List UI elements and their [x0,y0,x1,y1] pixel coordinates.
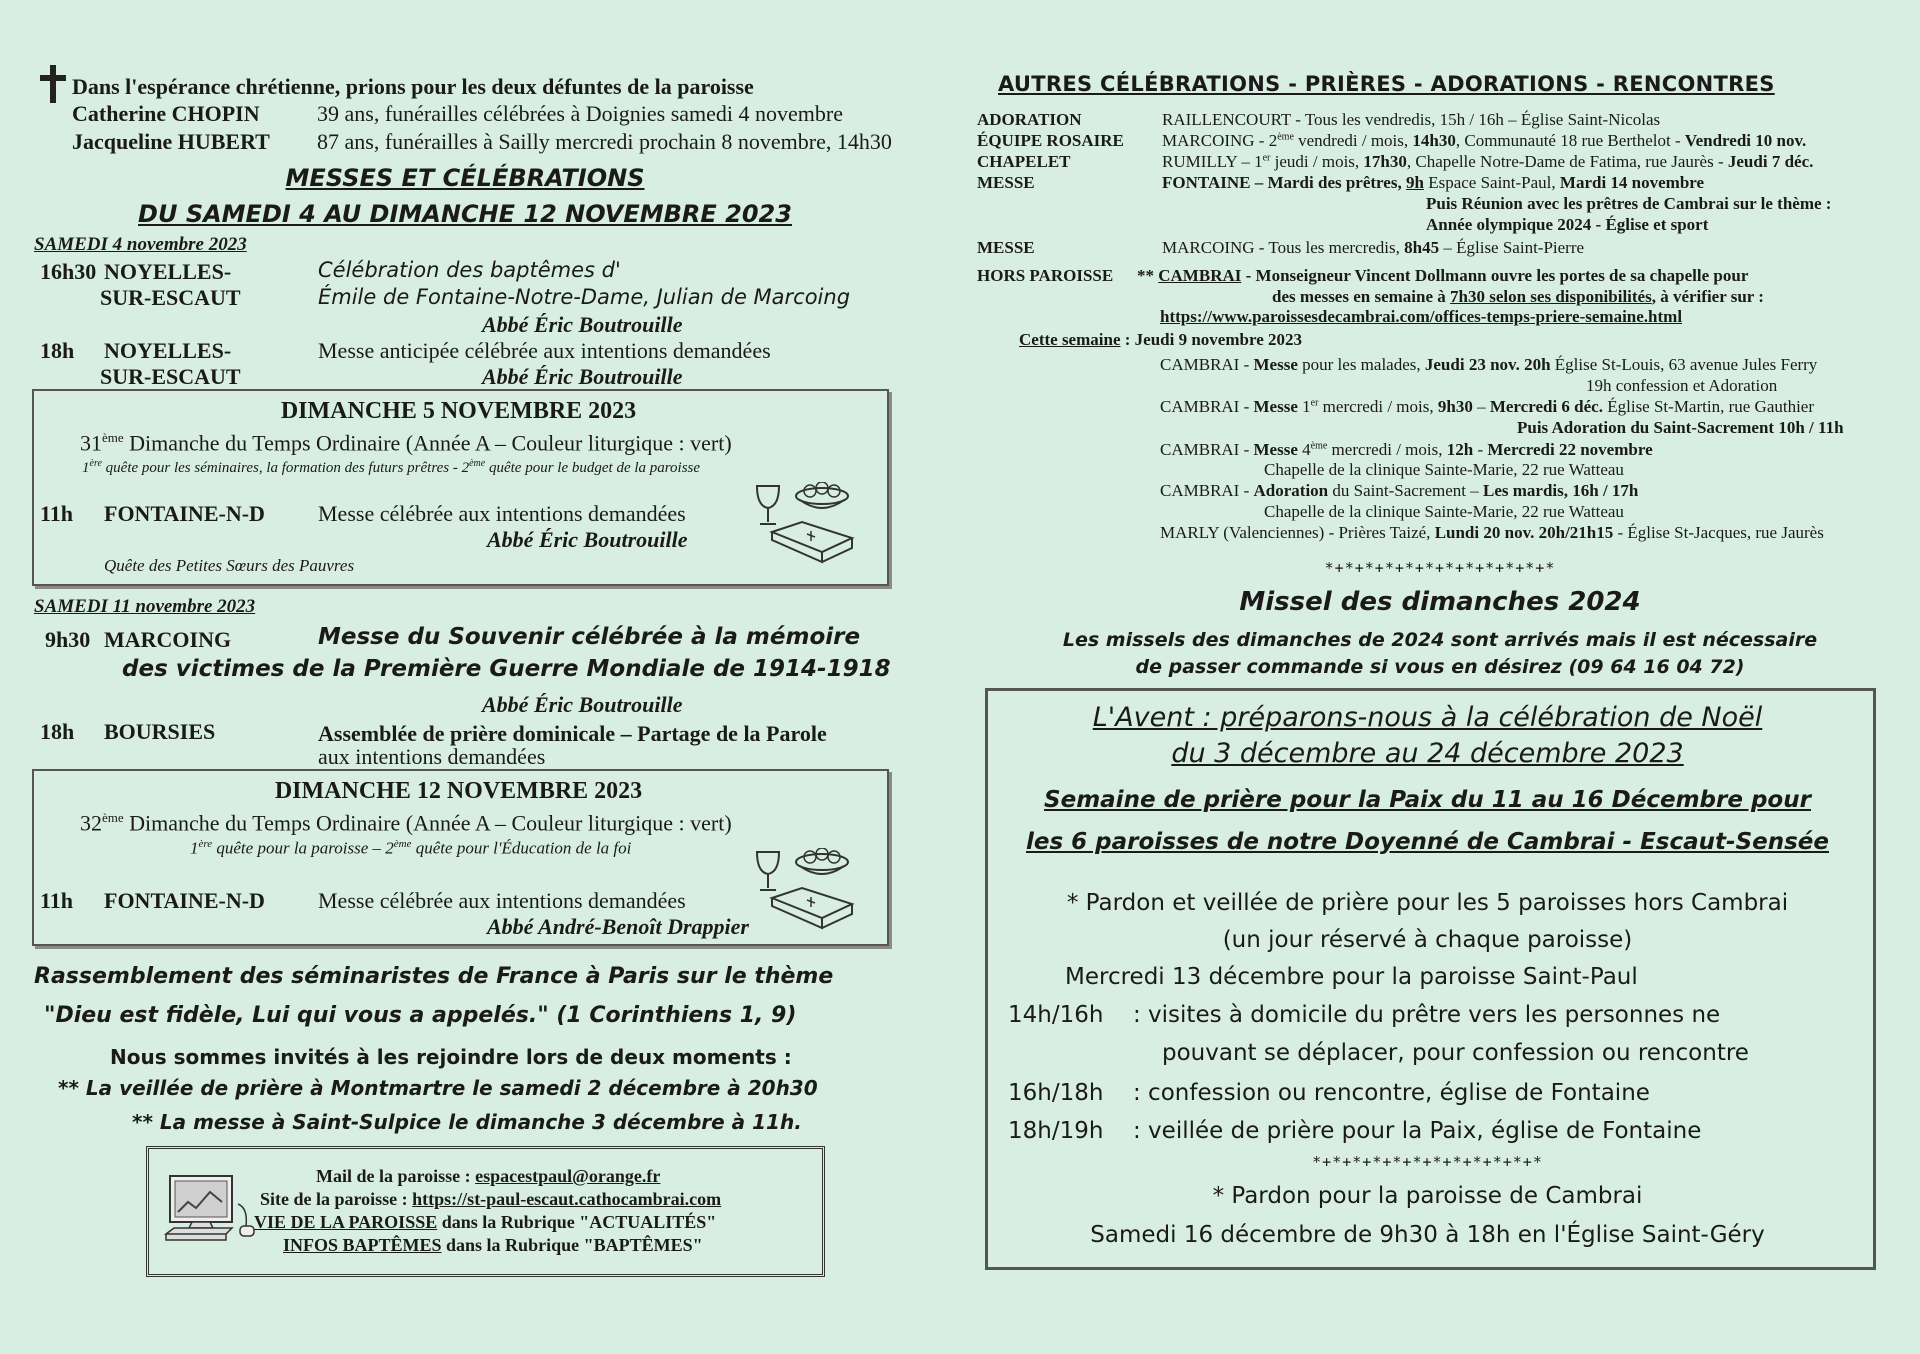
chapelet-text: RUMILLY – 1er jeudi / mois, 17h30, Chapelle Notre-Dame de Fatima, rue Jaurès - Jeudi 7 déc. [1162,152,1814,171]
sun12-ordinary: 32ème Dimanche du Temps Ordinaire (Année A – Couleur liturgique : vert) [80,810,732,836]
avent-s1-time: 14h/16h [1008,1002,1104,1028]
sat4-e2-priest: Abbé Éric Boutrouille [482,364,683,389]
chapelet-label: CHAPELET [977,152,1071,171]
seminar-line1: Rassemblement des séminaristes de France à Paris sur le thème [34,964,834,989]
sat11-e2-time: 18h [40,719,75,744]
sat4-e1-line2: Émile de Fontaine-Notre-Dame, Julian de Marcoing [318,285,851,309]
avent-c1: * Pardon pour la paroisse de Cambrai [1212,1183,1643,1209]
site-link[interactable]: https://st-paul-escaut.cathocambrai.com [412,1189,722,1209]
contact-site: Site de la paroisse : https://st-paul-escaut.cathocambrai.com [260,1189,722,1209]
messe-text: FONTAINE – Mardi des prêtres, 9h Espace Saint-Paul, Mardi 14 novembre [1162,173,1705,192]
masses-subtitle: DU SAMEDI 4 AU DIMANCHE 12 NOVEMBRE 2023 [138,200,792,228]
avent-s2-text: : confession ou rencontre, église de Fontaine [1133,1080,1650,1106]
hors-text: ** CAMBRAI - Monseigneur Vincent Dollmann ouvre les portes de sa chapelle pour [1137,266,1749,285]
hors-line2: des messes en semaine à 7h30 selon ses disponibilités, à vérifier sur : [1272,287,1764,306]
sat4-e2-place1: NOYELLES- [104,338,232,363]
obituary-name-2: Jacqueline HUBERT [72,129,270,154]
sat11-e1-priest: Abbé Éric Boutrouille [482,692,683,717]
adoration-label: ADORATION [977,110,1082,129]
obituary-text-1: 39 ans, funérailles célébrées à Doignies samedi 4 novembre [317,101,843,126]
sat11-e2-place: BOURSIES [104,719,216,744]
sat11-e1-time: 9h30 [45,627,91,652]
messe-line3: Année olympique 2024 - Église et sport [1426,215,1709,234]
sun5-priest: Abbé Éric Boutrouille [487,527,688,552]
avent-week1: Semaine de prière pour la Paix du 11 au 16 Décembre pour [1044,787,1811,813]
week-item-2-line2: Puis Adoration du Saint-Sacrement 10h / 11h [1517,418,1844,437]
avent-c2: Samedi 16 décembre de 9h30 à 18h en l'Église Saint-Géry [1090,1222,1765,1248]
sun5-extra: Quête des Petites Sœurs des Pauvres [104,556,355,575]
sun5-quete: 1ère quête pour les séminaires, la formation des futurs prêtres - 2ème quête pour le budget de la paroisse [82,458,701,476]
avent-week2: les 6 paroisses de notre Doyenné de Cambrai - Escaut-Sensée [1025,829,1829,855]
week-label: Cette semaine : Jeudi 9 novembre 2023 [1019,330,1302,349]
avent-s1-text2: pouvant se déplacer, pour confession ou rencontre [1162,1040,1749,1066]
sat4-e1-priest: Abbé Éric Boutrouille [482,312,683,337]
avent-p3: Mercredi 13 décembre pour la paroisse Saint-Paul [1065,964,1638,990]
avent-s1-text: : visites à domicile du prêtre vers les personnes ne [1133,1002,1721,1028]
week-item-3: CAMBRAI - Messe 4ème mercredi / mois, 12h - Mercredi 22 novembre [1160,440,1653,459]
sat11-e2-line1: Assemblée de prière dominicale – Partage de la Parole [318,721,827,746]
avent-p1: * Pardon et veillée de prière pour les 5 paroisses hors Cambrai [1066,890,1789,916]
sun12-priest: Abbé André-Benoît Drappier [487,914,749,939]
sat11-date: SAMEDI 11 novembre 2023 [34,596,256,617]
sat4-e1-line1: Célébration des baptêmes d' [318,258,621,282]
sat4-e2-time: 18h [40,338,75,363]
sat4-e1-place2: SUR-ESCAUT [100,285,241,310]
week-item-2: CAMBRAI - Messe 1er mercredi / mois, 9h30 – Mercredi 6 déc. Église St-Martin, rue Gauthier [1160,397,1815,416]
avent-p2: (un jour réservé à chaque paroisse) [1222,927,1633,953]
avent-title1: L'Avent : préparons-nous à la célébration de Noël [1092,702,1763,733]
chalice-bible-icon [752,482,857,566]
other-title: AUTRES CÉLÉBRATIONS - PRIÈRES - ADORATIONS - RENCONTRES [998,72,1775,96]
sat11-e2-line2: aux intentions demandées [318,744,546,769]
week-item-3-line2: Chapelle de la clinique Sainte-Marie, 22 rue Watteau [1264,460,1624,479]
masses-title: MESSES ET CÉLÉBRATIONS [285,164,645,192]
obituary-name-1: Catherine CHOPIN [72,101,260,126]
sat11-e1-line2: des victimes de la Première Guerre Mondiale de 1914-1918 [122,656,891,682]
messe-label: MESSE [977,173,1035,192]
stars-divider: *+*+*+*+*+*+*+*+*+*+*+* [1324,559,1556,577]
sun5-time: 11h [40,501,74,526]
messe2-text: MARCOING - Tous les mercredis, 8h45 – Église Saint-Pierre [1162,238,1585,257]
sun5-text: Messe célébrée aux intentions demandées [318,501,686,526]
week-item-1: CAMBRAI - Messe pour les malades, Jeudi 23 nov. 20h Église St-Louis, 63 avenue Jules Ferry [1160,355,1818,374]
rosaire-text: MARCOING - 2ème vendredi / mois, 14h30, Communauté 18 rue Berthelot - Vendredi 10 nov. [1162,131,1807,150]
sun5-ordinary: 31ème Dimanche du Temps Ordinaire (Année A – Couleur liturgique : vert) [80,430,732,456]
hors-label: HORS PAROISSE [977,266,1114,285]
rosaire-label: ÉQUIPE ROSAIRE [977,131,1124,150]
avent-title2: du 3 décembre au 24 décembre 2023 [1171,738,1684,769]
obituary-intro: Dans l'espérance chrétienne, prions pour les deux défuntes de la paroisse [72,74,754,99]
contact-infos: INFOS BAPTÊMES dans la Rubrique "BAPTÊMES" [283,1235,703,1255]
contact-mail: Mail de la paroisse : espacestpaul@orange.fr [316,1166,661,1186]
chalice-bible-icon [752,848,857,932]
contact-vie: VIE DE LA PAROISSE dans la Rubrique "ACTUALITÉS" [254,1212,717,1232]
week-item-5: MARLY (Valenciennes) - Prières Taizé, Lundi 20 nov. 20h/21h15 - Église St-Jacques, rue Jaurès [1160,523,1824,542]
avent-s3-time: 18h/19h [1008,1118,1104,1144]
sat11-e1-place: MARCOING [104,627,232,652]
seminar-line5: ** La messe à Saint-Sulpice le dimanche 3 décembre à 11h. [132,1110,802,1134]
sat4-e1-place1: NOYELLES- [104,259,232,284]
week-item-4: CAMBRAI - Adoration du Saint-Sacrement – Les mardis, 16h / 17h [1160,481,1639,500]
sat4-e2-line1: Messe anticipée célébrée aux intentions demandées [318,338,771,363]
avent-stars: *+*+*+*+*+*+*+*+*+*+*+* [1312,1153,1543,1171]
week-item-1-line2: 19h confession et Adoration [1586,376,1778,395]
missel-line2: de passer commande si vous en désirez (09 64 16 04 72) [1135,656,1745,678]
avent-s3-text: : veillée de prière pour la Paix, église de Fontaine [1133,1118,1702,1144]
adoration-text: RAILLENCOURT - Tous les vendredis, 15h / 16h – Église Saint-Nicolas [1162,110,1661,129]
seminar-line4: ** La veillée de prière à Montmartre le samedi 2 décembre à 20h30 [58,1076,818,1100]
mail-link[interactable]: espacestpaul@orange.fr [475,1166,661,1186]
messe-line2: Puis Réunion avec les prêtres de Cambrai sur le thème : [1426,194,1832,213]
sat4-e2-place2: SUR-ESCAUT [100,364,241,389]
week-item-4-line2: Chapelle de la clinique Sainte-Marie, 22 rue Watteau [1264,502,1624,521]
sun5-place: FONTAINE-N-D [104,501,265,526]
sun12-title: DIMANCHE 12 NOVEMBRE 2023 [274,778,643,804]
sat4-e1-time: 16h30 [40,259,97,284]
hors-url[interactable]: https://www.paroissesdecambrai.com/offices-temps-priere-semaine.html [1160,307,1683,326]
sun12-time: 11h [40,888,74,913]
sun5-title: DIMANCHE 5 NOVEMBRE 2023 [280,398,637,424]
computer-icon [164,1174,260,1246]
missel-line1: Les missels des dimanches de 2024 sont arrivés mais il est nécessaire [1062,629,1818,651]
sun12-quete: 1ère quête pour la paroisse – 2ème quête pour l'Éducation de la foi [190,838,632,858]
messe2-label: MESSE [977,238,1035,257]
sun12-place: FONTAINE-N-D [104,888,265,913]
sat11-e1-line1: Messe du Souvenir célébrée à la mémoire [318,624,861,650]
seminar-line3: Nous sommes invités à les rejoindre lors de deux moments : [110,1045,792,1069]
sat4-date: SAMEDI 4 novembre 2023 [34,234,247,255]
sun12-text: Messe célébrée aux intentions demandées [318,888,686,913]
seminar-line2: "Dieu est fidèle, Lui qui vous a appelés." (1 Corinthiens 1, 9) [44,1003,797,1028]
cross-icon [38,63,68,105]
missel-title: Missel des dimanches 2024 [1239,587,1641,617]
avent-s2-time: 16h/18h [1008,1080,1104,1106]
obituary-text-2: 87 ans, funérailles à Sailly mercredi prochain 8 novembre, 14h30 [317,129,892,154]
